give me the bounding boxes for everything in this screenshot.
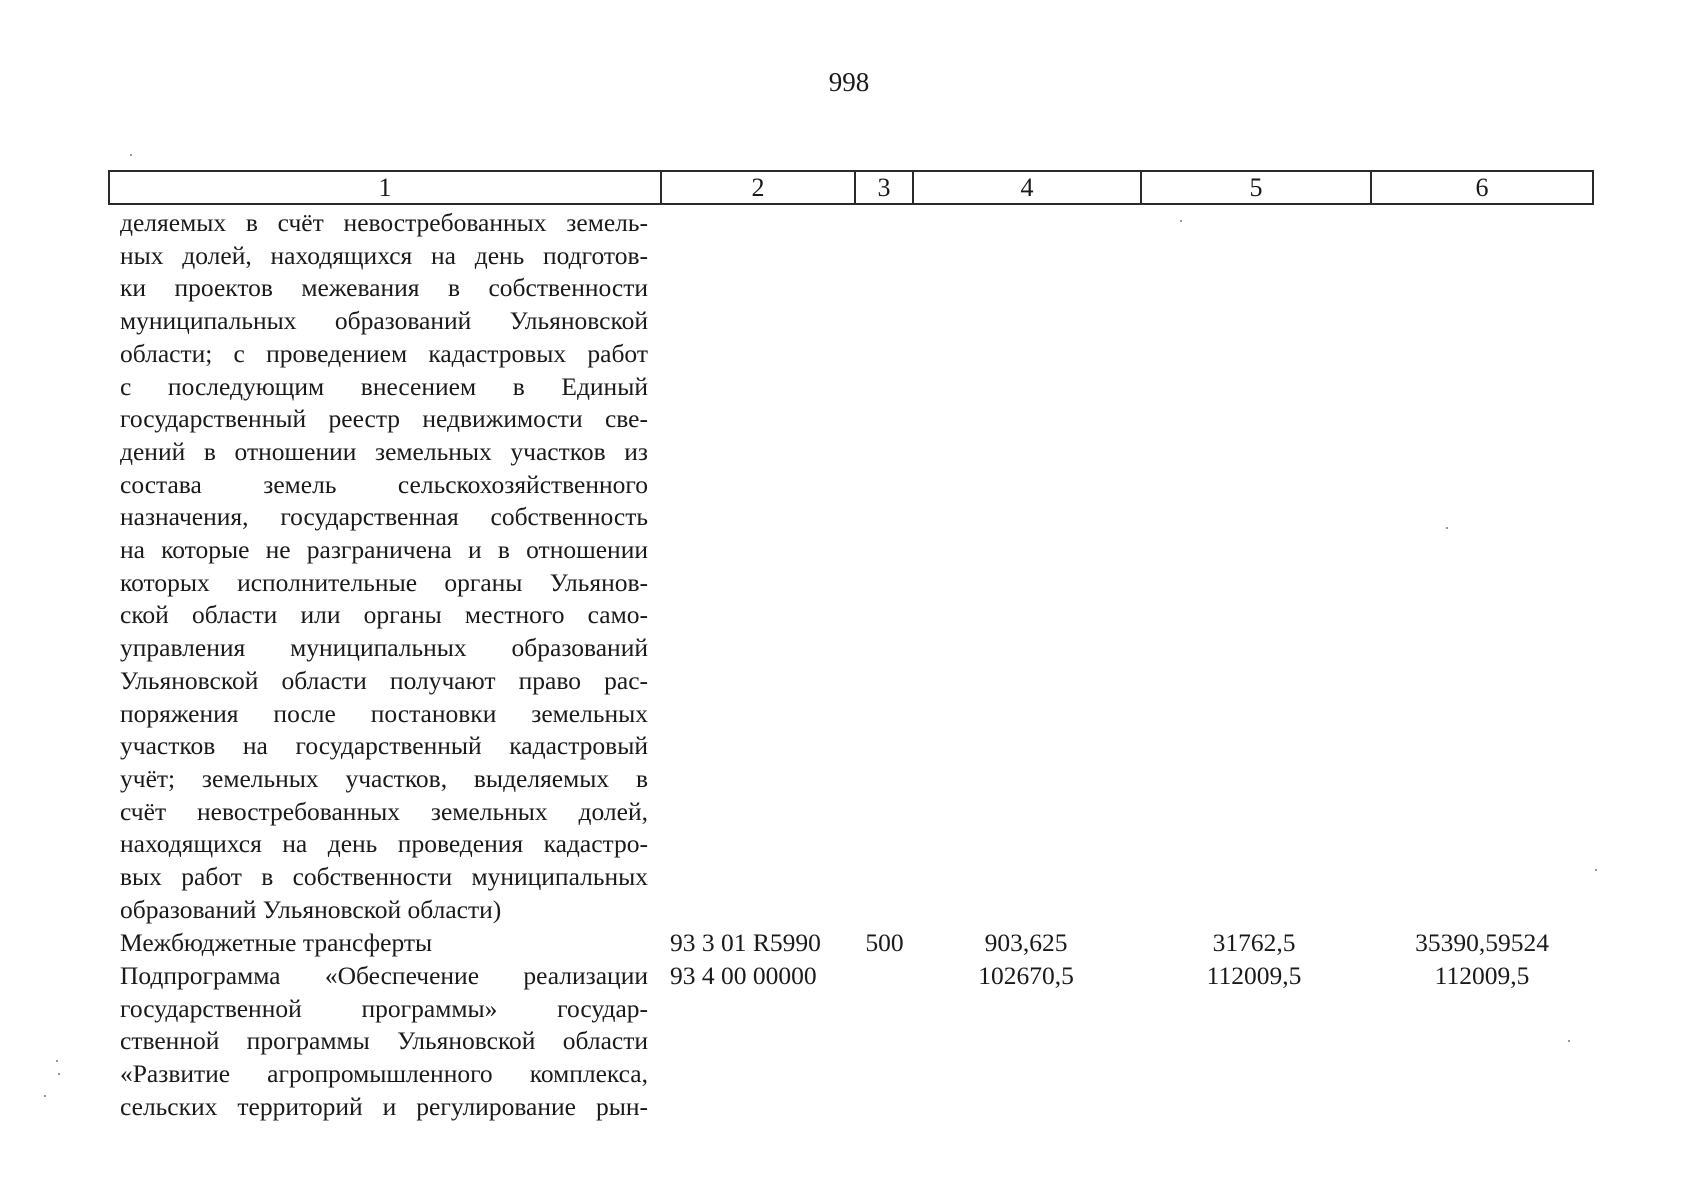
column-header-4: 4 <box>913 171 1141 204</box>
scan-speck <box>1180 220 1182 222</box>
scan-speck <box>58 1073 60 1075</box>
row-description <box>120 207 648 926</box>
scan-speck <box>1568 1040 1570 1042</box>
description-line: счёт невостребованных земельных долей, <box>120 796 648 826</box>
description-line: государственный реестр недвижимости све- <box>120 404 648 434</box>
row-type: 500 <box>865 928 904 957</box>
row-value-6: 112009,5 <box>1434 961 1530 990</box>
description-line: муниципальных образований Ульяновской <box>120 306 648 336</box>
row-value-5: 112009,5 <box>1206 961 1302 990</box>
description-line: сельских территорий и регулирование рын- <box>120 1091 648 1121</box>
scan-speck <box>130 154 132 156</box>
description-line: ственной программы Ульяновской области <box>120 1026 648 1056</box>
row-value-4: 102670,5 <box>978 961 1074 990</box>
column-header-6: 6 <box>1371 171 1593 204</box>
column-header-5: 5 <box>1141 171 1371 204</box>
description-line: дений в отношении земельных участков из <box>120 436 648 466</box>
description-line: учёт; земельных участков, выделяемых в <box>120 763 648 793</box>
description-line: состава земель сельскохозяйственного <box>120 469 648 499</box>
description-line: назначения, государственная собственность <box>120 502 648 532</box>
description-line: участков на государственный кадастровый <box>120 731 648 761</box>
scan-speck <box>1595 869 1597 871</box>
description-line: Подпрограмма «Обеспечение реализации <box>120 961 648 990</box>
row-code: 93 4 00 00000 <box>670 961 817 990</box>
description-line: которых исполнительные органы Ульянов- <box>120 567 648 597</box>
scan-speck <box>1446 527 1448 529</box>
column-header-2: 2 <box>661 171 855 204</box>
description-line: управления муниципальных образований <box>120 633 648 663</box>
description-line: государственной программы» государ- <box>120 993 648 1023</box>
description-line: Межбюджетные трансферты <box>120 928 433 957</box>
scan-speck <box>56 1060 58 1062</box>
description-line: поряжения после постановки земельных <box>120 698 648 728</box>
description-line: с последующим внесением в Единый <box>120 371 648 401</box>
description-line: вых работ в собственности муниципальных <box>120 862 648 892</box>
row-value-5: 31762,5 <box>1212 928 1296 957</box>
description-line: ской области или органы местного само- <box>120 600 648 630</box>
description-line: «Развитие агропромышленного комплекса, <box>120 1059 648 1089</box>
description-line: деляемых в счёт невостребованных земель- <box>120 208 648 237</box>
page-number: 998 <box>828 67 870 97</box>
column-header-row <box>108 170 1594 205</box>
row-description <box>120 927 648 960</box>
row-value-6: 35390,59524 <box>1415 928 1549 957</box>
description-line: находящихся на день проведения кадастро- <box>120 829 648 859</box>
column-header-1: 1 <box>109 171 661 204</box>
description-line: образований Ульяновской области) <box>120 894 502 924</box>
description-line: Ульяновской области получают право рас- <box>120 665 648 695</box>
scan-speck <box>44 1095 46 1097</box>
row-value-4: 903,625 <box>984 928 1068 957</box>
row-description <box>120 960 648 1124</box>
description-line: на которые не разграничена и в отношении <box>120 535 648 565</box>
column-header-3: 3 <box>855 171 913 204</box>
description-line: области; с проведением кадастровых работ <box>120 338 648 368</box>
description-line: ных долей, находящихся на день подготов- <box>120 240 648 270</box>
row-code: 93 3 01 R5990 <box>670 928 821 957</box>
description-line: ки проектов межевания в собственности <box>120 273 648 303</box>
